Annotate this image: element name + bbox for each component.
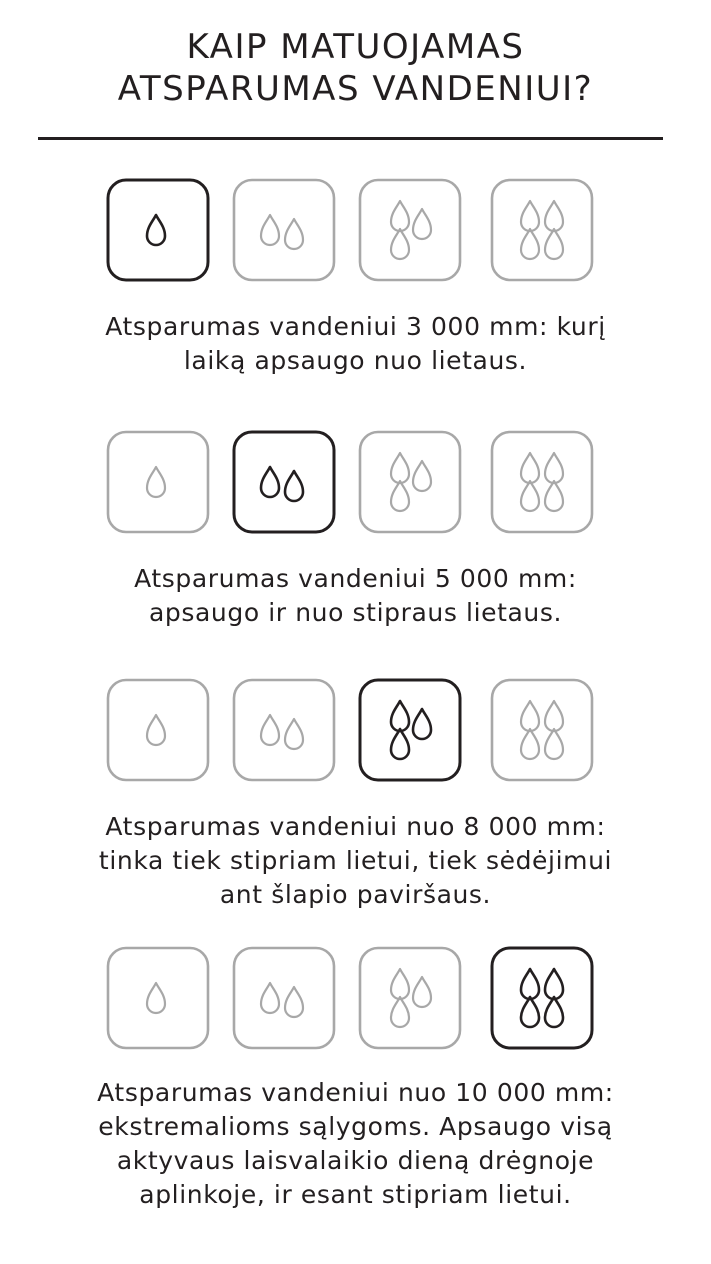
icon-frame — [234, 948, 334, 1048]
water-drop-icon — [545, 201, 563, 231]
title-line-1: KAIP MATUOJAMAS — [186, 27, 525, 67]
three-drops-icon — [358, 678, 462, 782]
four-drops-icon — [490, 946, 594, 1050]
water-drop-icon — [261, 467, 279, 497]
water-drop-icon — [545, 229, 563, 259]
icon-frame — [492, 180, 592, 280]
caption-line: tinka tiek stipriam lietui, tiek sėdėjimui — [98, 846, 613, 875]
two-drops-icon — [232, 430, 336, 534]
page-title — [0, 26, 711, 110]
caption-line: aplinkoje, ir esant stipriam lietui. — [139, 1180, 572, 1209]
water-drop-icon — [521, 997, 539, 1027]
three-drops-icon — [358, 946, 462, 1050]
icon-frame — [108, 680, 208, 780]
water-drop-icon — [285, 987, 303, 1017]
water-drop-icon — [521, 729, 539, 759]
icon-frame — [234, 680, 334, 780]
water-drop-icon — [413, 977, 431, 1007]
water-drop-icon — [285, 219, 303, 249]
water-drop-icon — [521, 229, 539, 259]
level-caption — [20, 562, 691, 630]
one-drop-icon — [106, 678, 210, 782]
water-drop-icon — [391, 481, 409, 511]
icon-frame — [360, 432, 460, 532]
water-drop-icon — [413, 709, 431, 739]
water-drop-icon — [391, 229, 409, 259]
water-drop-icon — [413, 461, 431, 491]
water-drop-icon — [147, 215, 165, 245]
caption-line: Atsparumas vandeniui nuo 10 000 mm: — [97, 1078, 614, 1107]
two-drops-icon — [232, 678, 336, 782]
water-drop-icon — [147, 983, 165, 1013]
water-drop-icon — [521, 201, 539, 231]
icon-frame — [492, 432, 592, 532]
water-drop-icon — [521, 969, 539, 999]
caption-line: laiką apsaugo nuo lietaus. — [183, 346, 528, 375]
water-drop-icon — [521, 701, 539, 731]
two-drops-icon — [232, 178, 336, 282]
icon-frame — [360, 948, 460, 1048]
one-drop-icon — [106, 946, 210, 1050]
water-drop-icon — [545, 481, 563, 511]
three-drops-icon — [358, 178, 462, 282]
one-drop-icon — [106, 178, 210, 282]
water-drop-icon — [391, 997, 409, 1027]
water-drop-icon — [391, 453, 409, 483]
caption-line: aktyvaus laisvalaikio dieną drėgnoje — [116, 1146, 595, 1175]
four-drops-icon — [490, 678, 594, 782]
water-drop-icon — [147, 467, 165, 497]
icon-frame — [360, 180, 460, 280]
icon-frame — [108, 180, 208, 280]
caption-line: apsaugo ir nuo stipraus lietaus. — [148, 598, 563, 627]
water-drop-icon — [391, 201, 409, 231]
icon-frame — [108, 432, 208, 532]
level-caption — [20, 310, 691, 378]
water-drop-icon — [285, 471, 303, 501]
water-drop-icon — [545, 969, 563, 999]
title-divider — [38, 137, 663, 140]
icon-frame — [234, 432, 334, 532]
water-drop-icon — [545, 701, 563, 731]
three-drops-icon — [358, 430, 462, 534]
one-drop-icon — [106, 430, 210, 534]
level-caption — [20, 1076, 691, 1212]
icon-frame — [492, 948, 592, 1048]
level-icons — [0, 430, 711, 534]
water-drop-icon — [521, 453, 539, 483]
water-drop-icon — [261, 215, 279, 245]
caption-line: Atsparumas vandeniui 3 000 mm: kurį — [105, 312, 606, 341]
two-drops-icon — [232, 946, 336, 1050]
water-drop-icon — [147, 715, 165, 745]
icon-frame — [108, 948, 208, 1048]
water-drop-icon — [545, 453, 563, 483]
level-icons — [0, 178, 711, 282]
water-drop-icon — [545, 997, 563, 1027]
caption-line: Atsparumas vandeniui nuo 8 000 mm: — [105, 812, 606, 841]
water-drop-icon — [521, 481, 539, 511]
level-caption — [20, 810, 691, 912]
icon-frame — [360, 680, 460, 780]
level-icons — [0, 946, 711, 1050]
water-drop-icon — [391, 729, 409, 759]
water-drop-icon — [545, 729, 563, 759]
water-drop-icon — [261, 983, 279, 1013]
icon-frame — [234, 180, 334, 280]
four-drops-icon — [490, 178, 594, 282]
caption-line: ant šlapio paviršaus. — [219, 880, 492, 909]
caption-line: ekstremalioms sąlygoms. Apsaugo visą — [98, 1112, 613, 1141]
caption-line: Atsparumas vandeniui 5 000 mm: — [134, 564, 577, 593]
water-drop-icon — [285, 719, 303, 749]
four-drops-icon — [490, 430, 594, 534]
water-drop-icon — [261, 715, 279, 745]
water-drop-icon — [391, 701, 409, 731]
water-drop-icon — [413, 209, 431, 239]
title-line-2: ATSPARUMAS VANDENIUI? — [117, 69, 594, 109]
level-icons — [0, 678, 711, 782]
icon-frame — [492, 680, 592, 780]
water-drop-icon — [391, 969, 409, 999]
